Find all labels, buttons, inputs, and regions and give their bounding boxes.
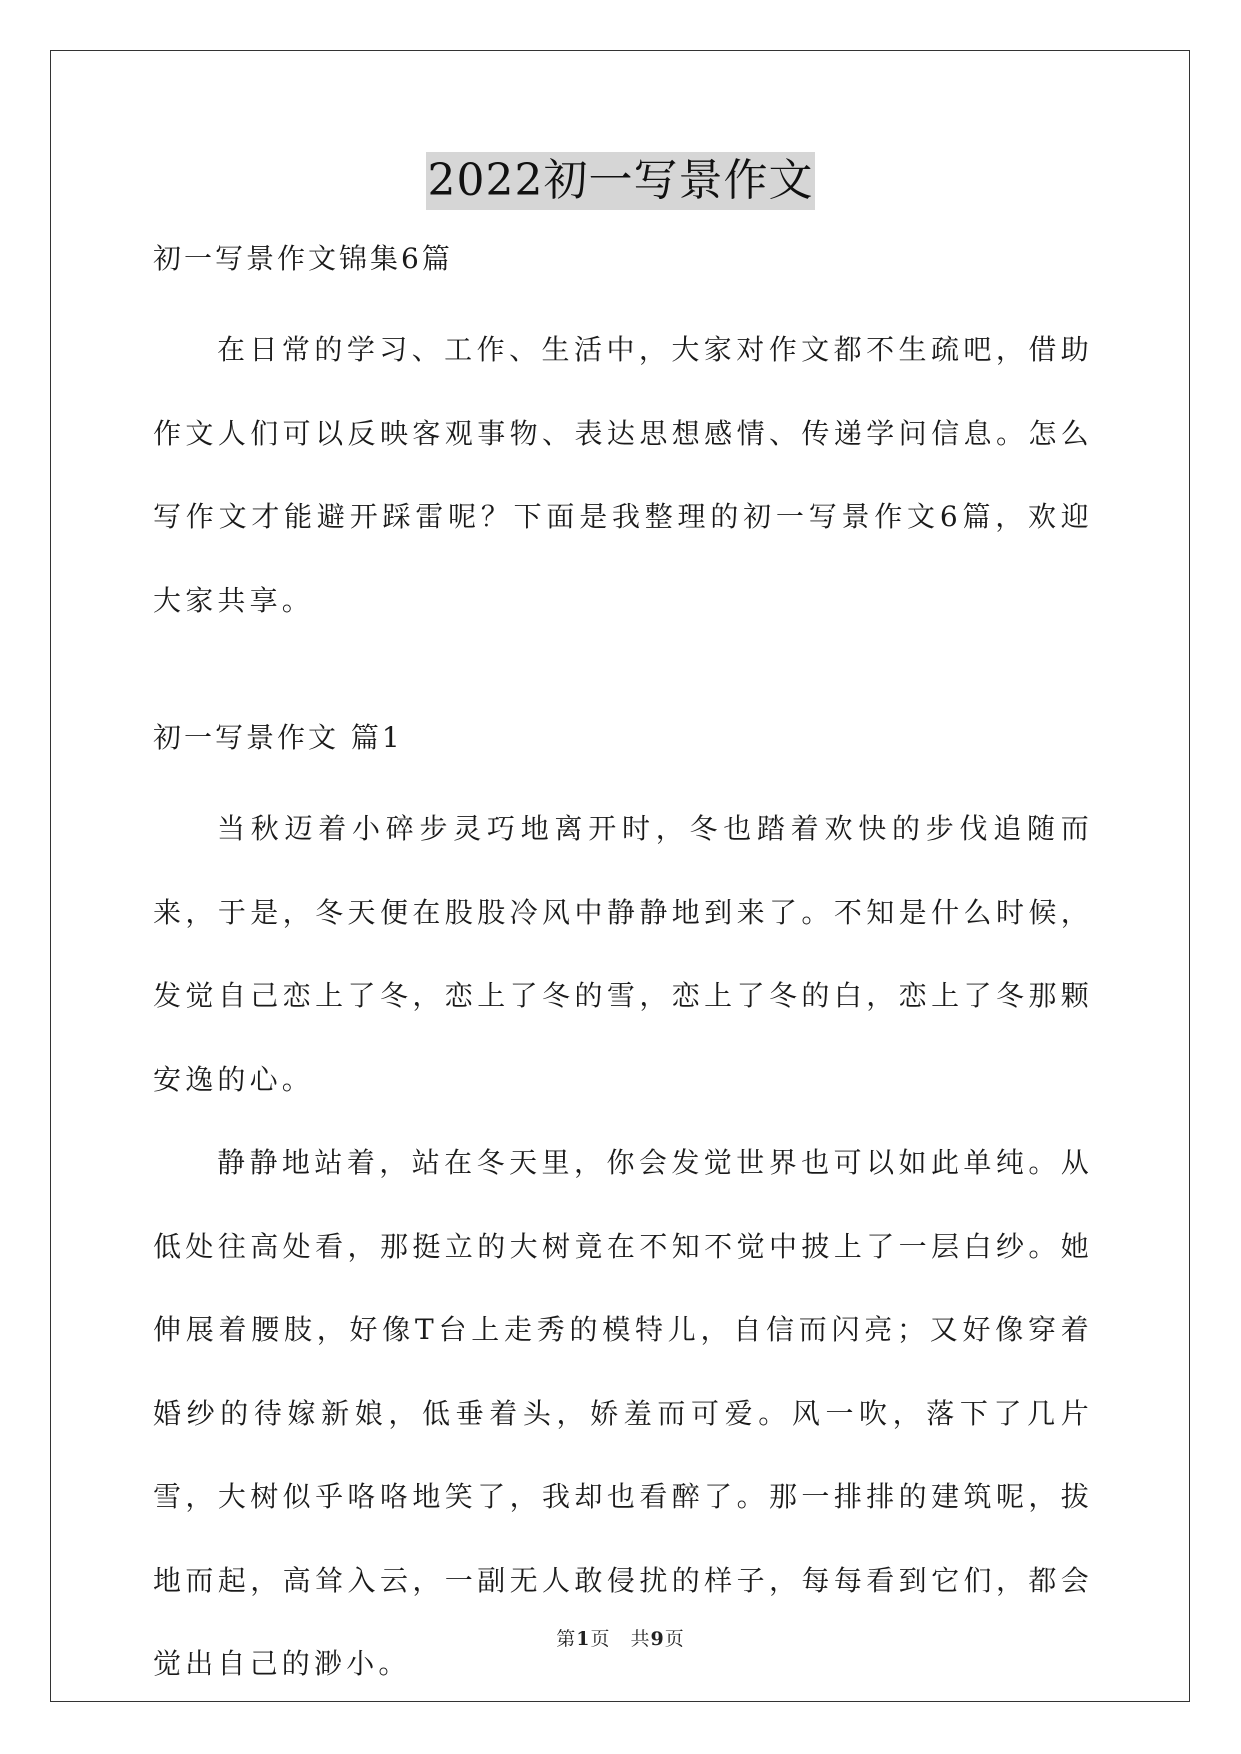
page-footer [0, 1624, 1241, 1651]
page-total-number: 9 [650, 1628, 665, 1650]
spacer [153, 762, 1093, 787]
document-body [153, 235, 1093, 1706]
page-suffix: 页 [664, 1628, 685, 1650]
document-title: 2022初一写景作文 [426, 152, 816, 210]
spacer [153, 283, 1093, 308]
section-heading: 初一写景作文 篇1 [153, 721, 403, 754]
spacer [153, 642, 1093, 714]
body-paragraph-2: 静静地站着，站在冬天里，你会发觉世界也可以如此单纯。从低处往高处看，那挺立的大树竟在不知不觉中披上了一层白纱。她伸展着腰肢，好像T台上走秀的模特儿，自信而闪亮；又好像穿着婚纱的待嫁新娘，低垂着头，娇羞而可爱。风一吹，落下了几片雪，大树似乎咯咯地笑了，我却也看醉了。那一排排的建筑呢，拔地而起，高耸入云，一副无人敢侵扰的样子，每每看到它们，都会觉出自己的渺小。 [153, 1146, 1093, 1680]
page-middle: 页 共 [590, 1628, 651, 1650]
body-paragraph-1: 当秋迈着小碎步灵巧地离开时，冬也踏着欢快的步伐追随而来，于是，冬天便在股股冷风中静静地到来了。不知是什么时候，发觉自己恋上了冬，恋上了冬的雪，恋上了冬的白，恋上了冬那颗安逸的心。 [153, 812, 1093, 1096]
page-prefix: 第 [556, 1628, 577, 1650]
page-current-number: 1 [576, 1628, 591, 1650]
title-container [0, 152, 1241, 210]
document-subtitle: 初一写景作文锦集6篇 [153, 242, 453, 275]
intro-paragraph: 在日常的学习、工作、生活中，大家对作文都不生疏吧，借助作文人们可以反映客观事物、表达思想感情、传递学问信息。怎么写作文才能避开踩雷呢？下面是我整理的初一写景作文6篇，欢迎大家共享。 [153, 333, 1093, 617]
